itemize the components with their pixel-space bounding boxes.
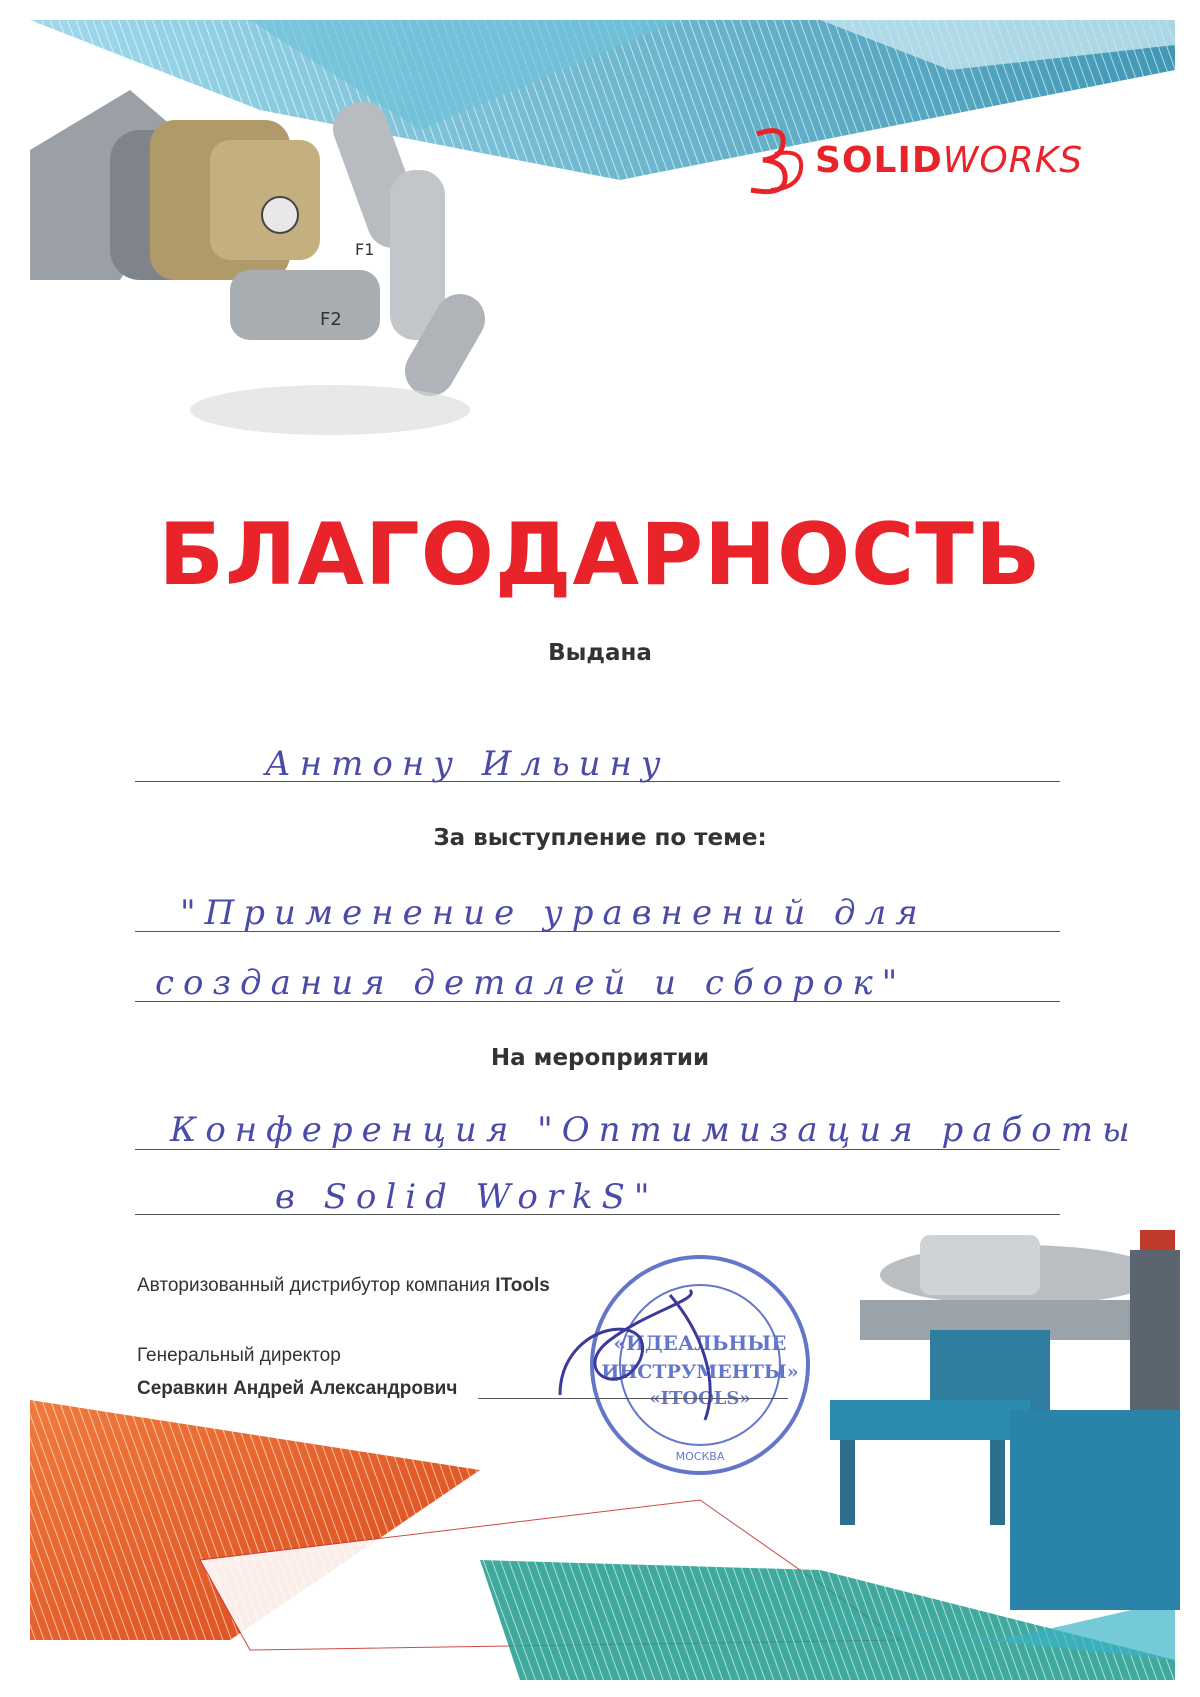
topic-line1: "Применение уравнений для	[180, 893, 927, 933]
topic-label: За выступление по теме:	[433, 825, 767, 851]
recipient-name: Антону Ильину	[265, 744, 670, 784]
stamp-line2: ИНСТРУМЕНТЫ»	[601, 1361, 799, 1383]
event-line1-rule	[135, 1149, 1060, 1150]
stamp-city: МОСКВА	[675, 1450, 725, 1463]
svg-text:F1: F1	[355, 240, 375, 259]
event-label: На мероприятии	[490, 1045, 710, 1071]
event-line2: в Solid WorkS"	[275, 1177, 659, 1217]
solidworks-logo	[745, 110, 1125, 210]
stamp-line3: «ITOOLS»	[649, 1388, 751, 1409]
event-line2-rule	[135, 1214, 1060, 1215]
machine-illustration	[830, 1230, 1180, 1610]
brand-wordmark: SOLIDWORKS	[815, 139, 1084, 181]
issued-label: Выдана	[548, 640, 652, 666]
page-title: БЛАГОДАРНОСТЬ	[158, 505, 1042, 605]
recipient-line	[135, 781, 1060, 782]
stamp-line1: «ИДЕАЛЬНЫЕ	[613, 1331, 787, 1355]
director-name: Серавкин Андрей Александрович	[137, 1378, 458, 1399]
topic-line2-rule	[135, 1001, 1060, 1002]
topic-line2: создания деталей и сборок"	[155, 963, 907, 1003]
distributor-line: Авторизованный дистрибутор компания ITools	[137, 1275, 550, 1296]
director-title: Генеральный директор	[137, 1345, 341, 1366]
company-stamp	[592, 1257, 808, 1473]
svg-text:F2: F2	[320, 309, 342, 330]
event-line1: Конференция "Оптимизация работы	[170, 1110, 1139, 1150]
signature-line	[478, 1398, 788, 1399]
ds-emblem-icon	[745, 124, 807, 196]
topic-line1-rule	[135, 931, 1060, 932]
